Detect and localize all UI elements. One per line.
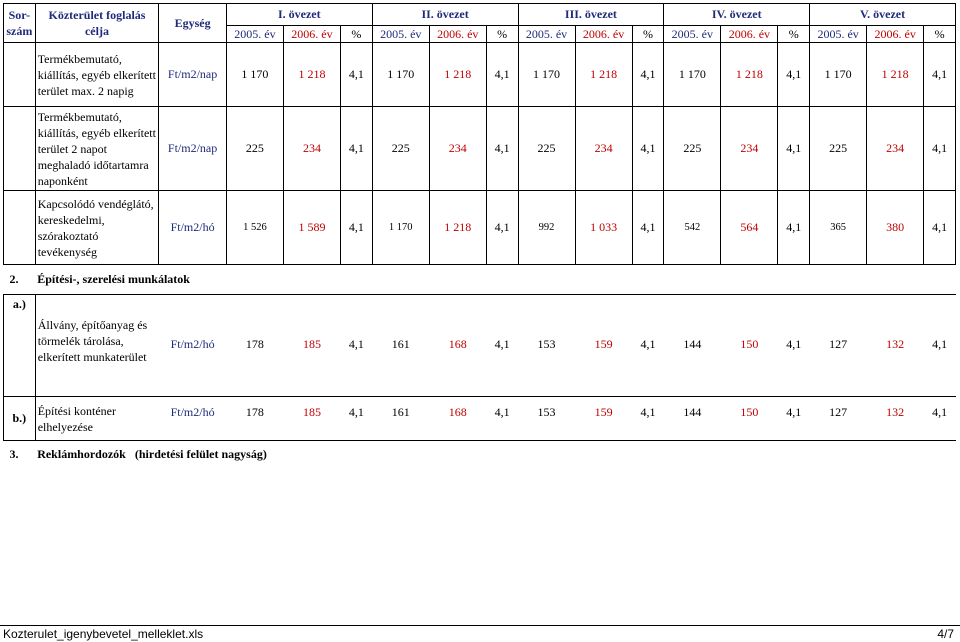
value-pct: 4,1 (932, 336, 948, 351)
value-pct: 4,1 (778, 191, 810, 265)
value-pct: 4,1 (632, 107, 664, 191)
value-2006: 132 (867, 397, 924, 441)
header-unit: Egység (159, 4, 227, 43)
section-heading-row (4, 265, 956, 295)
value-2005: 365 (810, 191, 867, 265)
row-number-cell: b.) (4, 397, 36, 441)
value-pct: 4,1 (924, 191, 956, 265)
header-zone-5: V. övezet (810, 4, 956, 26)
value-2006: 1 218 (575, 43, 632, 107)
value-2006: 380 (867, 191, 924, 265)
value-2005: 153 (537, 336, 556, 351)
header-2005: 2005. év (664, 26, 721, 43)
table-row (4, 191, 956, 265)
header-2006: 2006. év (429, 26, 486, 43)
value-pct: 4,1 (924, 107, 956, 191)
header-2005: 2005. év (226, 26, 283, 43)
unit-cell: Ft/m2/nap (159, 43, 227, 107)
purpose-cell: Állvány, építőanyag és törmelék tárolása, elkerített munkaterület (37, 317, 148, 364)
value-2005: 225 (372, 107, 429, 191)
value-2005: 1 170 (518, 43, 575, 107)
unit-cell: Ft/m2/nap (159, 107, 227, 191)
value-2005: 178 (226, 397, 283, 441)
value-2006: 234 (283, 107, 340, 191)
value-2005: 127 (829, 336, 848, 351)
value-2006: 1 589 (283, 191, 340, 265)
header-zone-4: IV. övezet (664, 4, 810, 26)
header-pct: % (632, 26, 664, 43)
row-number-cell: a.) (4, 295, 36, 315)
value-2005: 144 (664, 397, 721, 441)
table-row (4, 43, 956, 107)
section-number: 2. (4, 265, 36, 295)
value-pct: 4,1 (632, 43, 664, 107)
header-purpose: Közterület foglalás célja (35, 4, 159, 43)
value-2005: 1 170 (372, 43, 429, 107)
value-pct: 4,1 (486, 397, 518, 441)
value-pct: 4,1 (340, 191, 372, 265)
header-pct: % (924, 26, 956, 43)
value-2005: 161 (372, 397, 429, 441)
value-pct: 4,1 (924, 397, 956, 441)
value-pct: 4,1 (340, 43, 372, 107)
value-pct: 4,1 (486, 107, 518, 191)
value-pct: 4,1 (778, 107, 810, 191)
value-pct: 4,1 (924, 43, 956, 107)
value-2006: 234 (575, 107, 632, 191)
purpose-cell: Kapcsolódó vendéglátó, kereskedelmi, szórakoztató tevékenység (35, 191, 159, 265)
value-2005: 161 (391, 336, 410, 351)
page-footer (0, 625, 960, 642)
purpose-cell: Termékbemutató, kiállítás, egyéb elkerített terület 2 napot meghaladó időtartamra naponként (35, 107, 159, 191)
header-zone-1: I. övezet (226, 4, 372, 26)
value-2005: 225 (226, 107, 283, 191)
header-2006: 2006. év (283, 26, 340, 43)
value-2005: 992 (518, 191, 575, 265)
value-2006: 132 (886, 336, 905, 351)
value-pct: 4,1 (786, 336, 802, 351)
header-2005: 2005. év (372, 26, 429, 43)
value-2005: 1 170 (226, 43, 283, 107)
row-number-cell (4, 191, 36, 265)
value-2006: 1 218 (429, 43, 486, 107)
value-2006: 1 218 (721, 43, 778, 107)
value-2005: 225 (810, 107, 867, 191)
value-2006: 185 (283, 397, 340, 441)
header-2006: 2006. év (867, 26, 924, 43)
section-number: 3. (4, 441, 36, 477)
value-pct: 4,1 (640, 336, 656, 351)
value-pct: 4,1 (486, 191, 518, 265)
header-zone-3: III. övezet (518, 4, 664, 26)
value-2006: 234 (867, 107, 924, 191)
value-2006: 234 (429, 107, 486, 191)
value-2006: 150 (740, 336, 759, 351)
row-number-cell (4, 43, 36, 107)
header-zone-2: II. övezet (372, 4, 518, 26)
section-heading-row (4, 441, 956, 477)
value-2006: 168 (448, 336, 467, 351)
value-pct: 4,1 (340, 397, 372, 441)
purpose-cell: Építési konténer elhelyezése (35, 397, 159, 441)
footer-page-number: 4/7 (937, 627, 954, 641)
value-pct: 4,1 (632, 191, 664, 265)
unit-cell: Ft/m2/hó (159, 397, 227, 441)
value-pct: 4,1 (348, 336, 364, 351)
value-pct: 4,1 (632, 397, 664, 441)
value-2005: 1 170 (664, 43, 721, 107)
header-2006: 2006. év (575, 26, 632, 43)
table-row (4, 315, 956, 397)
value-2005: 178 (245, 336, 264, 351)
section-title: Építési-, szerelési munkálatok (35, 265, 955, 295)
header-2006: 2006. év (721, 26, 778, 43)
value-pct: 4,1 (494, 336, 510, 351)
header-pct: % (778, 26, 810, 43)
value-2006: 234 (721, 107, 778, 191)
header-row-number: Sor-szám (4, 4, 36, 43)
header-2005: 2005. év (518, 26, 575, 43)
value-2005: 127 (810, 397, 867, 441)
header-2005: 2005. év (810, 26, 867, 43)
value-2006: 185 (302, 336, 321, 351)
unit-cell: Ft/m2/hó (159, 191, 227, 265)
fee-table (3, 3, 956, 477)
unit-cell: Ft/m2/hó (170, 336, 215, 351)
header-pct: % (340, 26, 372, 43)
value-2006: 564 (721, 191, 778, 265)
value-2005: 1 170 (372, 191, 429, 265)
value-2005: 1 526 (226, 191, 283, 265)
value-2005: 153 (518, 397, 575, 441)
value-2005: 1 170 (810, 43, 867, 107)
value-2006: 1 218 (429, 191, 486, 265)
footer-filename: Kozterulet_igenybevetel_melleklet.xls (3, 627, 204, 641)
value-2005: 144 (683, 336, 702, 351)
value-2005: 225 (664, 107, 721, 191)
value-pct: 4,1 (778, 43, 810, 107)
value-pct: 4,1 (340, 107, 372, 191)
purpose-cell: Termékbemutató, kiállítás, egyéb elkerített terület max. 2 napig (35, 43, 159, 107)
value-2006: 1 218 (867, 43, 924, 107)
table-row (4, 107, 956, 191)
value-2006: 1 218 (283, 43, 340, 107)
row-number-cell (4, 107, 36, 191)
header-pct: % (486, 26, 518, 43)
value-2006: 1 033 (575, 191, 632, 265)
value-2006: 159 (594, 336, 613, 351)
value-2005: 542 (664, 191, 721, 265)
section-title: Reklámhordozók (hirdetési felület nagyság) (35, 441, 955, 477)
value-2006: 159 (575, 397, 632, 441)
value-2005: 225 (518, 107, 575, 191)
value-pct: 4,1 (778, 397, 810, 441)
table-row (4, 397, 956, 441)
value-2006: 150 (721, 397, 778, 441)
value-pct: 4,1 (486, 43, 518, 107)
row-number-spacer (4, 315, 36, 397)
value-2006: 168 (429, 397, 486, 441)
